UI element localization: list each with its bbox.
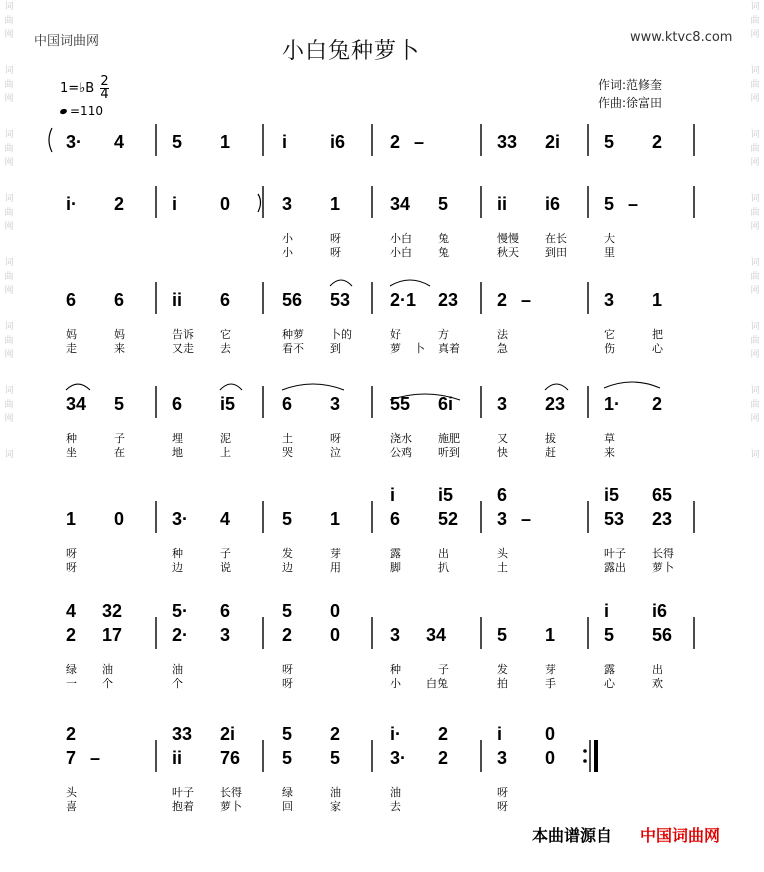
lyricist-credit: 作词:范修奎 xyxy=(598,78,663,92)
top-note: 33 xyxy=(172,724,193,744)
note: i· xyxy=(66,194,77,214)
lyric-verse-2: 说 xyxy=(220,561,231,574)
tempo-value: =110 xyxy=(70,104,103,118)
note: i6 xyxy=(330,132,346,152)
watermark-char: 曲 xyxy=(750,144,760,154)
note: i xyxy=(172,194,178,214)
lyric-verse-1: 呀 xyxy=(330,432,341,445)
watermark-char: 曲 xyxy=(4,80,14,90)
top-note: i5 xyxy=(604,485,620,505)
lyric-verse-1: 长得 xyxy=(220,786,242,799)
watermark-char: 曲 xyxy=(4,336,14,346)
lyric-verse-2: 个 xyxy=(102,677,113,690)
lyric-verse-2: 心 xyxy=(604,677,615,690)
lyric-verse-1: 种 xyxy=(172,547,183,560)
top-note: 5· xyxy=(172,601,189,621)
note: 1 xyxy=(220,132,231,152)
watermark-char: 词 xyxy=(4,194,14,204)
lyric-verse-2: 萝卜 xyxy=(220,800,242,813)
watermark-char: 词 xyxy=(750,322,760,332)
watermark-char: 网 xyxy=(4,158,14,168)
watermark-char: 词 xyxy=(750,130,760,140)
watermark-char: 曲 xyxy=(4,400,14,410)
song-title: 小白兔种萝卜 xyxy=(282,39,421,64)
volta-bracket xyxy=(258,194,261,212)
watermark-char: 网 xyxy=(4,94,14,104)
lyric-verse-1: 呀 xyxy=(330,232,341,245)
note: 5 xyxy=(114,394,125,414)
note: 23 xyxy=(652,509,673,529)
watermark-char: 曲 xyxy=(750,16,760,26)
watermark-char: 网 xyxy=(4,30,14,40)
note: 3 xyxy=(282,194,293,214)
lyric-verse-1: 发 xyxy=(282,547,293,560)
lyric-verse-2: 地 xyxy=(172,446,183,459)
top-note: i xyxy=(390,485,396,505)
watermark-char: 词 xyxy=(4,386,14,396)
lyric-verse-2: 呀 xyxy=(66,561,77,574)
note: 1 xyxy=(330,509,341,529)
lyric-verse-2: 手 xyxy=(545,677,556,690)
lyric-verse-1: 好 xyxy=(390,328,401,341)
note: 1 xyxy=(545,625,556,645)
lyric-verse-2: 急 xyxy=(497,342,508,355)
note: i5 xyxy=(220,394,236,414)
top-note: 32 xyxy=(102,601,123,621)
note: 6 xyxy=(66,290,77,310)
watermark-char: 词 xyxy=(4,450,14,460)
lyric-verse-1: 兔 xyxy=(438,232,449,245)
lyric-verse-2: 泣 xyxy=(330,446,341,459)
lyric-verse-1: 绿 xyxy=(282,786,293,799)
note: 3 xyxy=(497,509,508,529)
note: 3· xyxy=(172,509,189,529)
note: 3 xyxy=(220,625,231,645)
note: – xyxy=(414,132,425,152)
top-note: 65 xyxy=(652,485,673,505)
lyric-verse-1: 又 xyxy=(497,432,508,445)
watermark-char: 词 xyxy=(750,258,760,268)
lyric-verse-1: 露 xyxy=(390,547,401,560)
lyric-verse-2: 去 xyxy=(390,800,401,813)
lyric-verse-2: 赶 xyxy=(545,446,556,459)
lyric-verse-2: 来 xyxy=(114,342,125,355)
note: 3 xyxy=(390,625,401,645)
note: 23 xyxy=(545,394,566,414)
note: ii xyxy=(172,290,183,310)
note: 6 xyxy=(172,394,183,414)
note: 7 xyxy=(66,748,77,768)
repeat-dot xyxy=(583,759,587,763)
note: 6i xyxy=(438,394,454,414)
top-note: 5 xyxy=(282,724,293,744)
lyric-verse-2: 听到 xyxy=(438,446,460,459)
note: 3 xyxy=(330,394,341,414)
note: i xyxy=(282,132,288,152)
lyric-verse-2: 来 xyxy=(604,446,615,459)
lyric-verse-1: 种 xyxy=(390,663,401,676)
watermark-char: 曲 xyxy=(4,208,14,218)
top-note: 5 xyxy=(282,601,293,621)
top-note: 6 xyxy=(220,601,231,621)
lyric-verse-2: 呀 xyxy=(497,800,508,813)
lyric-verse-1: 叶子 xyxy=(172,786,194,799)
note: ii xyxy=(172,748,183,768)
lyric-verse-2: 露出 xyxy=(604,561,626,574)
top-note: 0 xyxy=(545,724,556,744)
watermark-char: 词 xyxy=(750,66,760,76)
lyric-verse-1: 子 xyxy=(220,547,231,560)
note: 2 xyxy=(66,625,77,645)
note: 3 xyxy=(497,748,508,768)
note: 2 xyxy=(652,132,663,152)
note: 2 xyxy=(497,290,508,310)
lyric-verse-2: 呀 xyxy=(282,677,293,690)
lyric-verse-1: 埋 xyxy=(172,432,183,445)
note: i6 xyxy=(545,194,561,214)
repeat-dot xyxy=(583,749,587,753)
note: 0 xyxy=(114,509,125,529)
note: 53 xyxy=(330,290,351,310)
lyric-verse-2: 哭 xyxy=(282,446,293,459)
watermark-char: 词 xyxy=(4,2,14,12)
lyric-verse-2: 公鸡 xyxy=(390,446,412,459)
top-note: 2 xyxy=(66,724,77,744)
lyric-verse-1: 法 xyxy=(497,328,508,341)
note: 4 xyxy=(114,132,125,152)
watermark-char: 曲 xyxy=(750,400,760,410)
watermark-char: 网 xyxy=(4,350,14,360)
note: 2· xyxy=(172,625,189,645)
top-note: 2i xyxy=(220,724,236,744)
note: 56 xyxy=(282,290,303,310)
note: 1 xyxy=(330,194,341,214)
lyric-verse-1: 呀 xyxy=(497,786,508,799)
lyric-verse-2: 萝卜 xyxy=(652,561,674,574)
note: – xyxy=(628,194,639,214)
watermark-char: 网 xyxy=(750,30,760,40)
time-sig-top: 2 xyxy=(100,74,109,89)
lyric-verse-2: 个 xyxy=(172,677,183,690)
watermark-char: 曲 xyxy=(4,16,14,26)
lyric-verse-2: 拍 xyxy=(497,677,508,690)
watermark-char: 网 xyxy=(750,94,760,104)
lyric-verse-1: 油 xyxy=(390,786,401,799)
watermark-char: 网 xyxy=(750,350,760,360)
lyric-verse-1: 小 xyxy=(282,232,293,245)
note: 5 xyxy=(330,748,341,768)
slur xyxy=(330,280,352,286)
lyric-verse-2: 土 xyxy=(497,561,508,574)
note: 3· xyxy=(390,748,407,768)
lyric-verse-2: 真着 xyxy=(438,342,460,355)
lyric-verse-2: 一 xyxy=(66,677,77,690)
note: 1 xyxy=(66,509,77,529)
lyric-verse-1: 它 xyxy=(220,328,231,341)
lyric-verse-1: 慢慢 xyxy=(497,232,519,245)
top-note: 2 xyxy=(330,724,341,744)
slur xyxy=(604,382,660,388)
note: 2 xyxy=(652,394,663,414)
lyric-verse-1: 露 xyxy=(604,663,615,676)
lyric-verse-1: 头 xyxy=(497,547,508,560)
watermark-char: 词 xyxy=(750,386,760,396)
note: 2 xyxy=(114,194,125,214)
note: 5 xyxy=(282,748,293,768)
lyric-verse-2: 扒 xyxy=(438,561,449,574)
lyric-verse-2: 边 xyxy=(172,561,183,574)
lyric-verse-1: 大 xyxy=(604,232,615,245)
slur xyxy=(66,384,90,390)
lyric-verse-2: 坐 xyxy=(66,446,77,459)
lyric-verse-1: 土 xyxy=(282,432,293,445)
lyric-verse-2: 欢 xyxy=(652,677,663,690)
lyric-verse-2: 卜 xyxy=(414,342,425,355)
lyric-verse-1: 发 xyxy=(497,663,508,676)
source-label: 本曲谱源自 xyxy=(532,826,613,845)
top-note: i xyxy=(497,724,503,744)
note: 6 xyxy=(220,290,231,310)
lyric-verse-2: 在 xyxy=(114,446,125,459)
lyric-verse-2: 边 xyxy=(282,561,293,574)
composer-credit: 作曲:徐富田 xyxy=(598,96,663,110)
lyric-verse-1: 在长 xyxy=(545,232,567,245)
lyric-verse-1: 小白 xyxy=(390,232,412,245)
source-site-link[interactable]: 中国词曲网 xyxy=(640,826,721,845)
note: 4 xyxy=(220,509,231,529)
lyric-verse-1: 绿 xyxy=(66,663,77,676)
watermark-char: 曲 xyxy=(750,208,760,218)
lyric-verse-1: 妈 xyxy=(114,328,125,341)
watermark-char: 网 xyxy=(750,414,760,424)
lyric-verse-1: 呀 xyxy=(66,547,77,560)
note: 5 xyxy=(438,194,449,214)
watermark-char: 网 xyxy=(4,222,14,232)
lyric-verse-1: 出 xyxy=(652,663,663,676)
lyric-verse-1: 它 xyxy=(604,328,615,341)
lyric-verse-1: 子 xyxy=(438,663,449,676)
note: 6 xyxy=(114,290,125,310)
site-name: 中国词曲网 xyxy=(34,34,100,49)
lyric-verse-2: 家 xyxy=(330,800,341,813)
lyric-verse-2: 抱着 xyxy=(172,800,194,813)
lyric-verse-1: 方 xyxy=(438,328,449,341)
lyric-verse-2: 快 xyxy=(497,446,508,459)
watermark-char: 曲 xyxy=(750,336,760,346)
watermark-char: 曲 xyxy=(4,272,14,282)
lyric-verse-1: 种 xyxy=(66,432,77,445)
lyric-verse-1: 草 xyxy=(604,432,615,445)
lyric-verse-1: 芽 xyxy=(330,547,341,560)
lyric-verse-2: 用 xyxy=(330,561,341,574)
lyric-verse-2: 看不 xyxy=(282,342,304,355)
watermark-char: 网 xyxy=(750,222,760,232)
note: 0 xyxy=(330,625,341,645)
lyric-verse-2: 兔 xyxy=(438,246,449,259)
lyric-verse-2: 心 xyxy=(652,342,663,355)
slur xyxy=(390,280,430,286)
lyric-verse-2: 秋天 xyxy=(497,246,519,259)
top-note: i xyxy=(604,601,610,621)
top-note: 0 xyxy=(330,601,341,621)
note: 1· xyxy=(604,394,621,414)
note: 3 xyxy=(604,290,615,310)
note: 33 xyxy=(497,132,518,152)
lyric-verse-1: 油 xyxy=(172,663,183,676)
watermark-char: 曲 xyxy=(4,144,14,154)
lyric-verse-1: 泥 xyxy=(220,432,231,445)
lyric-verse-2: 喜 xyxy=(66,800,77,813)
lyric-verse-1: 施肥 xyxy=(438,432,460,445)
watermark-char: 词 xyxy=(4,66,14,76)
watermark-char: 词 xyxy=(4,258,14,268)
lyric-verse-1: 把 xyxy=(652,328,663,341)
lyric-verse-1: 拔 xyxy=(545,432,556,445)
watermark-char: 曲 xyxy=(750,80,760,90)
note: 56 xyxy=(652,625,673,645)
note: 53 xyxy=(604,509,625,529)
opening-bracket xyxy=(49,128,52,152)
note: 34 xyxy=(66,394,87,414)
note: 3 xyxy=(497,394,508,414)
note: – xyxy=(521,509,532,529)
note: 34 xyxy=(390,194,411,214)
note: 5 xyxy=(497,625,508,645)
lyric-verse-2: 去 xyxy=(220,342,231,355)
note: 52 xyxy=(438,509,459,529)
note: 5 xyxy=(604,625,615,645)
top-note: i5 xyxy=(438,485,454,505)
site-url[interactable]: www.ktvc8.com xyxy=(630,30,733,45)
note: 76 xyxy=(220,748,241,768)
lyric-verse-2: 到田 xyxy=(545,246,567,259)
top-note: 6 xyxy=(497,485,508,505)
lyric-verse-1: 油 xyxy=(330,786,341,799)
note: 2i xyxy=(545,132,561,152)
note: 2·1 xyxy=(390,290,417,310)
lyric-verse-2: 小白 xyxy=(390,246,412,259)
note: 5 xyxy=(172,132,183,152)
lyric-verse-1: 呀 xyxy=(282,663,293,676)
lyric-verse-2: 走 xyxy=(66,342,77,355)
watermark-char: 网 xyxy=(4,286,14,296)
lyric-verse-1: 出 xyxy=(438,547,449,560)
note: 6 xyxy=(282,394,293,414)
watermark-char: 词 xyxy=(750,450,760,460)
lyric-verse-1: 浇水 xyxy=(390,432,412,445)
key-label: 1=♭B xyxy=(60,81,95,96)
top-note: i· xyxy=(390,724,401,744)
lyric-verse-1: 长得 xyxy=(652,547,674,560)
top-note: 2 xyxy=(438,724,449,744)
lyric-verse-2: 上 xyxy=(220,446,231,459)
slur xyxy=(545,384,568,390)
lyric-verse-2: 小 xyxy=(390,677,401,690)
lyric-verse-1: 油 xyxy=(102,663,113,676)
lyric-verse-1: 告诉 xyxy=(172,328,194,341)
note: 2 xyxy=(438,748,449,768)
note: 34 xyxy=(426,625,447,645)
note: ii xyxy=(497,194,508,214)
note: 5 xyxy=(604,194,615,214)
note: 23 xyxy=(438,290,459,310)
note: – xyxy=(521,290,532,310)
watermark-char: 词 xyxy=(4,130,14,140)
lyric-verse-2: 又走 xyxy=(172,342,194,355)
lyric-verse-2: 伤 xyxy=(604,342,615,355)
note: 6 xyxy=(390,509,401,529)
watermark-char: 网 xyxy=(4,414,14,424)
top-note: 4 xyxy=(66,601,77,621)
note: 3· xyxy=(66,132,83,152)
lyric-verse-2: 呀 xyxy=(330,246,341,259)
lyric-verse-2: 小 xyxy=(282,246,293,259)
slur xyxy=(282,384,344,390)
note: 2 xyxy=(390,132,401,152)
lyric-verse-1: 种萝 xyxy=(282,328,304,341)
lyric-verse-1: 叶子 xyxy=(604,547,626,560)
lyric-verse-2: 到 xyxy=(330,342,341,355)
lyric-verse-2: 白兔 xyxy=(426,677,448,690)
time-sig-bottom: 4 xyxy=(100,87,109,102)
note: 55 xyxy=(390,394,411,414)
lyric-verse-1: 卜的 xyxy=(330,328,352,341)
note: 0 xyxy=(545,748,556,768)
note: 17 xyxy=(102,625,123,645)
slur xyxy=(220,384,242,390)
note: – xyxy=(90,748,101,768)
lyric-verse-1: 头 xyxy=(66,786,77,799)
note: 5 xyxy=(282,509,293,529)
note: 0 xyxy=(220,194,231,214)
lyric-verse-1: 妈 xyxy=(66,328,77,341)
watermark-char: 曲 xyxy=(750,272,760,282)
note: 1 xyxy=(652,290,663,310)
lyric-verse-1: 芽 xyxy=(545,663,556,676)
lyric-verse-1: 子 xyxy=(114,432,125,445)
note: 5 xyxy=(604,132,615,152)
watermark-char: 词 xyxy=(4,322,14,332)
lyric-verse-2: 回 xyxy=(282,800,293,813)
lyric-verse-2: 脚 xyxy=(390,561,401,574)
watermark-char: 网 xyxy=(750,286,760,296)
lyric-verse-2: 萝 xyxy=(390,342,401,355)
watermark-char: 词 xyxy=(750,2,760,12)
watermark-char: 词 xyxy=(750,194,760,204)
lyric-verse-2: 里 xyxy=(604,246,615,259)
note: 2 xyxy=(282,625,293,645)
top-note: i6 xyxy=(652,601,668,621)
watermark-char: 网 xyxy=(750,158,760,168)
